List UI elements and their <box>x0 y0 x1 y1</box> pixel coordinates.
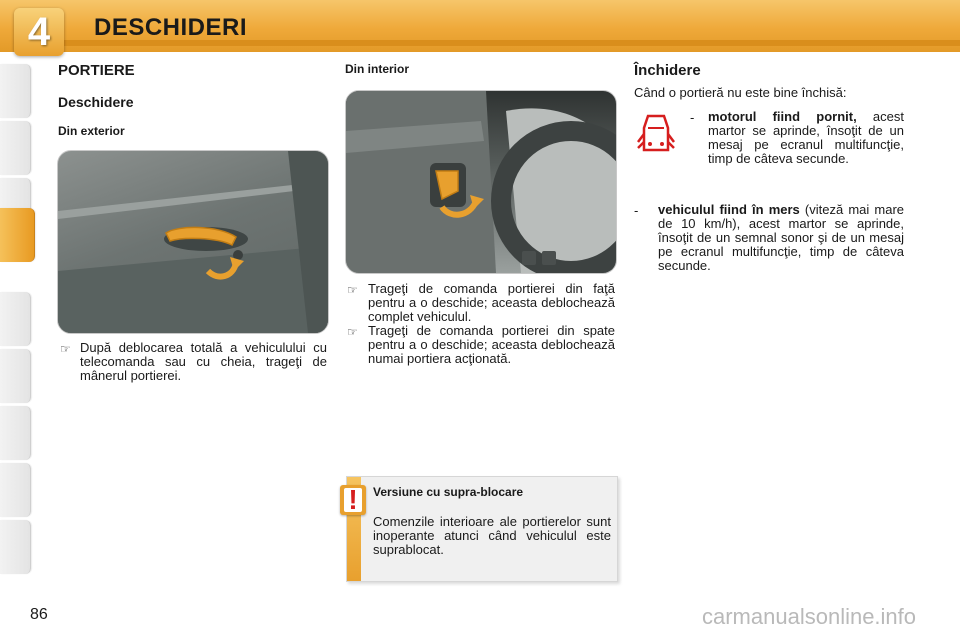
interior-handle-svg <box>346 91 616 273</box>
exterior-opening-instruction: După deblocarea totală a vehiculului cu telecomanda sau cu cheia, trageţi de mânerul portierei. <box>80 340 327 383</box>
bullet-icon: ☞ <box>60 342 71 356</box>
warning-glyph: ! <box>344 488 362 512</box>
subsection-title-exterior: Din exterior <box>58 124 125 138</box>
list-dash: - <box>634 203 639 218</box>
chapter-tab-6[interactable] <box>0 349 31 403</box>
front-door-instruction: Trageţi de comanda portierei din faţă pentru a o deschide; aceasta deblochează complet vehiculul. <box>368 281 615 324</box>
section-subtitle: Deschidere <box>58 94 134 110</box>
chapter-tab-5[interactable] <box>0 292 31 346</box>
vehicle-moving-label: vehiculul fiind în mers <box>658 202 800 217</box>
vehicle-moving-text: (viteză mai mare de 10 km/h), acest martor se aprinde, însoţit de un semnal sonor şi de un mesaj pe ecranul multifuncţie, timp de câteva secunde. <box>658 202 904 273</box>
bullet-icon: ☞ <box>347 283 358 297</box>
note-title: Versiune cu supra-blocare <box>373 485 524 499</box>
deadlocking-note-box <box>346 476 618 582</box>
chapter-number-badge: 4 <box>14 8 64 56</box>
chapter-tab-8[interactable] <box>0 463 31 517</box>
chapter-tab-7[interactable] <box>0 406 31 460</box>
chapter-tab-9[interactable] <box>0 520 31 574</box>
bullet-icon: ☞ <box>347 325 358 339</box>
warning-exclamation-icon <box>340 485 366 515</box>
exterior-door-handle-svg <box>58 151 328 333</box>
chapter-title: DESCHIDERI <box>94 14 248 41</box>
engine-running-label: motorul fiind pornit, <box>708 109 857 124</box>
exterior-door-illustration <box>57 150 329 334</box>
subsection-title-interior: Din interior <box>345 62 410 76</box>
rear-door-instruction: Trageţi de comanda portierei din spate pentru a o deschide; aceasta deblochează numai portiera acţionată. <box>368 323 615 366</box>
list-dash: - <box>690 110 695 125</box>
closing-intro: Când o portieră nu este bine închisă: <box>634 85 847 100</box>
section-title: PORTIERE <box>58 62 135 79</box>
note-text: Comenzile interioare ale portierelor sunt inoperante atunci când vehiculul este suprablocat. <box>373 514 611 557</box>
vehicle-moving-condition <box>658 203 904 273</box>
chapter-tab-4-active[interactable] <box>0 208 35 262</box>
closing-title: Închidere <box>634 62 701 79</box>
interior-handle-illustration <box>345 90 617 274</box>
page-number: 86 <box>30 606 48 623</box>
door-open-warning-icon <box>636 112 676 156</box>
chapter-tab-1[interactable] <box>0 64 31 118</box>
chapter-tabs <box>0 64 34 580</box>
engine-running-text: acest martor se aprinde, însoţit de un mesaj pe ecranul multifuncţie, timp de câteva secunde. <box>708 109 904 166</box>
chapter-tab-2[interactable] <box>0 121 31 175</box>
engine-running-condition <box>708 110 904 166</box>
watermark: carmanualsonline.info <box>702 604 917 629</box>
